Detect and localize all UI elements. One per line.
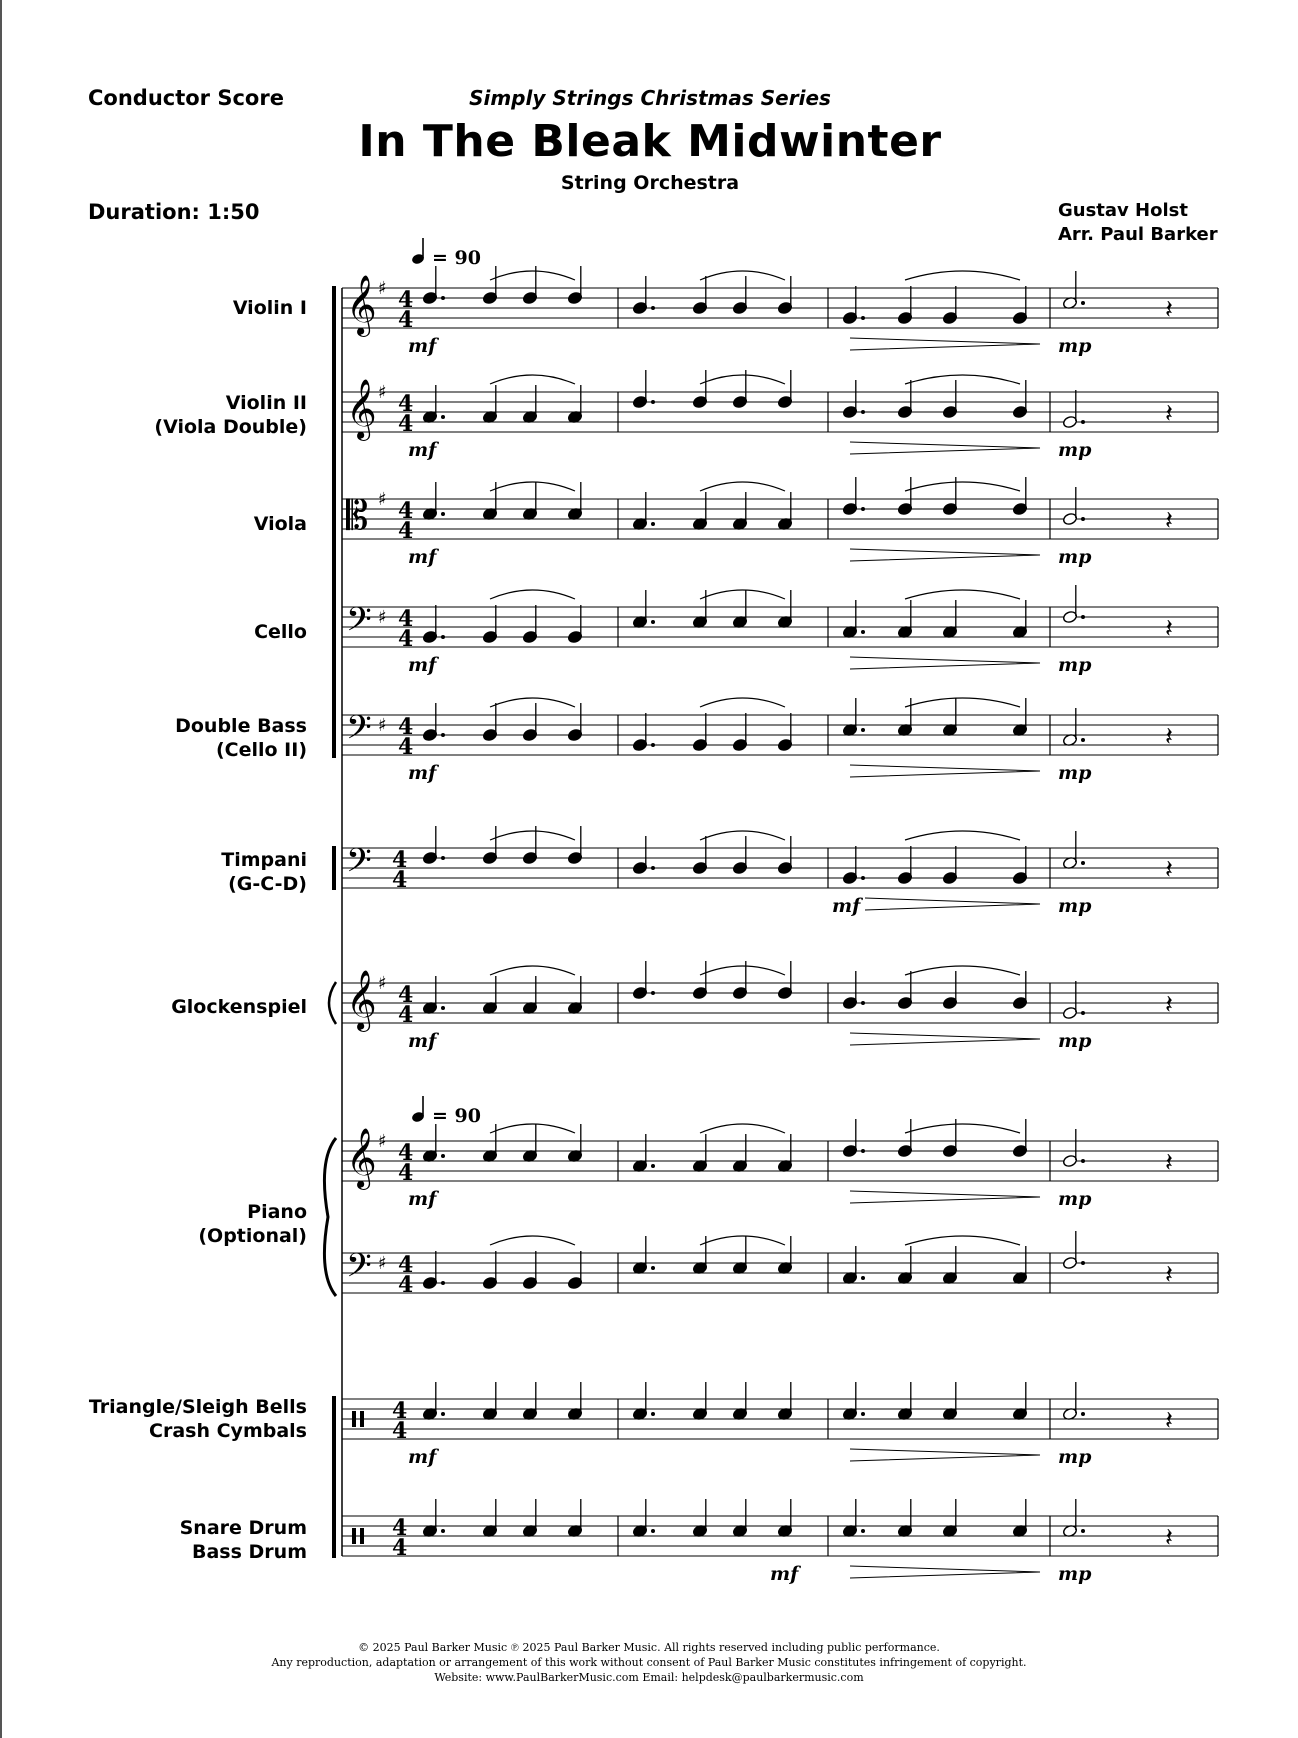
svg-text:4: 4 <box>398 1160 414 1186</box>
arranger-label: Arr. Paul Barker <box>1058 224 1218 245</box>
instrument-label: Viola <box>253 513 307 535</box>
instrument-label: Glockenspiel <box>171 996 307 1018</box>
contact-line: Website: www.PaulBarkerMusic.com Email: helpdesk@paulbarkermusic.com <box>434 1671 864 1684</box>
decrescendo-hairpin <box>850 1449 1040 1461</box>
slur <box>905 966 1020 975</box>
composer-label: Gustav Holst <box>1058 200 1188 221</box>
staff <box>342 1231 1218 1298</box>
slur <box>905 698 1020 707</box>
svg-text:4: 4 <box>398 518 414 544</box>
svg-text:4: 4 <box>392 1418 408 1444</box>
svg-text:4: 4 <box>392 1535 408 1561</box>
staff <box>342 961 1218 1052</box>
dynamic-mf: mf <box>408 762 437 784</box>
decrescendo-hairpin <box>850 1566 1040 1578</box>
bass-clef: 𝄢 <box>346 842 372 888</box>
dynamic-mp: mp <box>1058 895 1092 917</box>
staff <box>342 477 1218 568</box>
quarter-rest: 𝄽 <box>1165 614 1173 644</box>
staff <box>342 826 1218 917</box>
key-signature-sharp: ♯ <box>378 715 387 736</box>
key-signature-sharp: ♯ <box>378 489 387 510</box>
staff <box>342 585 1218 676</box>
slur <box>700 271 785 280</box>
staff <box>342 1382 1218 1468</box>
svg-text:= 90: = 90 <box>432 1105 481 1127</box>
dynamic-mp: mp <box>1058 1446 1092 1468</box>
dynamic-mp: mp <box>1058 335 1092 357</box>
key-signature-sharp: ♯ <box>378 1131 387 1152</box>
time-signature: 4 <box>398 498 414 524</box>
quarter-rest: 𝄽 <box>1165 722 1173 752</box>
dynamic-mf: mf <box>408 335 437 357</box>
time-signature: 4 <box>392 1398 408 1424</box>
slur <box>490 831 575 840</box>
treble-clef: 𝄞 <box>346 970 377 1030</box>
piece-title: In The Bleak Midwinter <box>358 116 942 167</box>
time-signature: 4 <box>398 1140 414 1166</box>
dynamic-mp: mp <box>1058 546 1092 568</box>
quarter-rest: 𝄽 <box>1165 295 1173 325</box>
time-signature: 4 <box>398 391 414 417</box>
tempo-marking <box>411 238 481 269</box>
copyright-line: © 2025 Paul Barker Music ℗ 2025 Paul Barker Music. All rights reserved including public performance. <box>358 1641 940 1654</box>
decrescendo-hairpin <box>850 442 1040 454</box>
bass-clef: 𝄢 <box>346 601 372 647</box>
time-signature: 4 <box>398 714 414 740</box>
dynamic-mp: mp <box>1058 1030 1092 1052</box>
dynamic-mp: mp <box>1058 1188 1092 1210</box>
quarter-rest: 𝄽 <box>1165 1523 1173 1553</box>
dynamic-mf: mf <box>770 1563 799 1585</box>
staff <box>342 1119 1218 1210</box>
slur <box>905 375 1020 384</box>
time-signature: 4 <box>392 1515 408 1541</box>
key-signature-sharp: ♯ <box>378 973 387 994</box>
slur <box>490 698 575 707</box>
instrument-label: Timpani (G-C-D) <box>221 849 307 895</box>
staff <box>342 698 1218 784</box>
slur <box>490 482 575 491</box>
slur <box>490 966 575 975</box>
quarter-rest: 𝄽 <box>1165 1148 1173 1178</box>
instrument-label: Snare Drum Bass Drum <box>179 1517 307 1563</box>
slur <box>905 482 1020 491</box>
key-signature-sharp: ♯ <box>378 1253 387 1274</box>
decrescendo-hairpin <box>850 549 1040 561</box>
decrescendo-hairpin <box>850 1191 1040 1203</box>
treble-clef: 𝄞 <box>346 379 377 439</box>
slur <box>700 1124 785 1133</box>
key-signature-sharp: ♯ <box>378 382 387 403</box>
instrument-label: Piano (Optional) <box>198 1201 307 1247</box>
slur <box>490 1236 575 1245</box>
percussion-clef <box>352 1411 356 1427</box>
staff <box>342 370 1218 461</box>
alto-clef: 𝄡 <box>346 493 369 539</box>
bass-clef: 𝄢 <box>346 1247 372 1293</box>
slur <box>700 590 785 599</box>
svg-text:4: 4 <box>398 1002 414 1028</box>
slur <box>905 590 1020 599</box>
percussion-clef <box>352 1528 356 1544</box>
decrescendo-hairpin <box>850 657 1040 669</box>
series-title: Simply Strings Christmas Series <box>469 86 831 110</box>
time-signature: 4 <box>392 847 408 873</box>
quarter-rest: 𝄽 <box>1165 399 1173 429</box>
slur <box>700 966 785 975</box>
dynamic-mp: mp <box>1058 654 1092 676</box>
dynamic-mp: mp <box>1058 1563 1092 1585</box>
decrescendo-hairpin <box>865 898 1040 910</box>
system-brackets <box>324 286 342 1558</box>
dynamic-mf: mf <box>408 654 437 676</box>
instrument-label: Cello <box>254 621 307 643</box>
time-signature: 4 <box>398 982 414 1008</box>
time-signature: 4 <box>398 287 414 313</box>
svg-text:4: 4 <box>398 411 414 437</box>
svg-text:= 90: = 90 <box>432 247 481 269</box>
decrescendo-hairpin <box>850 765 1040 777</box>
time-signature: 4 <box>398 606 414 632</box>
slur <box>490 375 575 384</box>
staff <box>342 1499 1218 1585</box>
slur <box>490 590 575 599</box>
slur <box>905 1236 1020 1245</box>
bass-clef: 𝄢 <box>346 709 372 755</box>
dynamic-mf: mf <box>408 546 437 568</box>
quarter-rest: 𝄽 <box>1165 1260 1173 1290</box>
treble-clef: 𝄞 <box>346 1128 377 1188</box>
ensemble-label: String Orchestra <box>560 172 740 194</box>
staff <box>342 266 1218 357</box>
instrument-label: Triangle/Sleigh Bells Crash Cymbals <box>88 1396 307 1442</box>
slur <box>905 271 1020 280</box>
key-signature-sharp: ♯ <box>378 607 387 628</box>
dynamic-mf: mf <box>832 895 861 917</box>
slur <box>700 831 785 840</box>
key-signature-sharp: ♯ <box>378 278 387 299</box>
piano-brace <box>324 1138 336 1296</box>
decrescendo-hairpin <box>850 1033 1040 1045</box>
slur <box>490 1124 575 1133</box>
dynamic-mp: mp <box>1058 762 1092 784</box>
instrument-label: Violin I <box>232 297 307 319</box>
dynamic-mf: mf <box>408 439 437 461</box>
instrument-label: Violin II (Viola Double) <box>154 392 307 438</box>
tempo-marking <box>411 1096 481 1127</box>
decrescendo-hairpin <box>850 338 1040 350</box>
quarter-rest: 𝄽 <box>1165 506 1173 536</box>
slur <box>905 1124 1020 1133</box>
dynamic-mf: mf <box>408 1188 437 1210</box>
instrument-label: Double Bass (Cello II) <box>175 715 307 761</box>
slur <box>700 1236 785 1245</box>
slur <box>905 831 1020 840</box>
dynamic-mp: mp <box>1058 439 1092 461</box>
slur <box>700 375 785 384</box>
glockenspiel-brace <box>329 982 336 1024</box>
svg-text:4: 4 <box>392 867 408 893</box>
slur <box>490 271 575 280</box>
quarter-rest: 𝄽 <box>1165 990 1173 1020</box>
svg-text:4: 4 <box>398 734 414 760</box>
duration-label: Duration: 1:50 <box>88 200 260 224</box>
copyright-notice: Any reproduction, adaptation or arrangement of this work without consent of Paul Barker Music constitutes infringement of copyright. <box>271 1656 1027 1669</box>
slur <box>700 482 785 491</box>
conductor-score-label: Conductor Score <box>88 86 284 110</box>
svg-text:4: 4 <box>398 626 414 652</box>
dynamic-mf: mf <box>408 1446 437 1468</box>
svg-text:4: 4 <box>398 307 414 333</box>
time-signature: 4 <box>398 1252 414 1278</box>
quarter-rest: 𝄽 <box>1165 1406 1173 1436</box>
svg-text:4: 4 <box>398 1272 414 1298</box>
dynamic-mf: mf <box>408 1030 437 1052</box>
treble-clef: 𝄞 <box>346 275 377 335</box>
quarter-rest: 𝄽 <box>1165 855 1173 885</box>
slur <box>700 698 785 707</box>
